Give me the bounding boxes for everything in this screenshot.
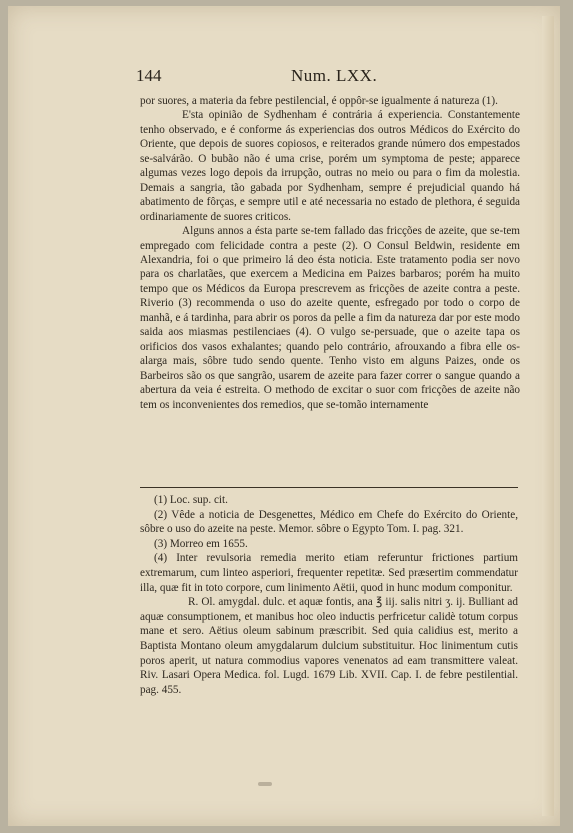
paragraph: Alguns annos a ésta parte se-tem fallado das fricções de azeite, que se-tem empregado com felicidade contra a peste (2). O Consul Beldwin, residente em Alexandria, foi o que primeiro lá deo ésta noticia. Este tratamento podia ser novo para os charlatães, que exercem a Medicina em Paizes barbaros; porém ha muito tempo que os Médicos da Europa prescrevem as fricções de azeite contra a peste. Riverio (3) recommenda o uso do azeite quente, esfregado por todo o corpo de manhã, e á tardinha, para abrir os poros da pelle a fim da natureza dar por este modo saida aos miasmas pestilenciaes (4). O vulgo se-persuade, que o azeite tapa os orificios dos vasos exhalantes; quando pelo contrário, afrouxando a fibra elle os-alarga mais, sôbre tudo sendo quente. Tenho visto em alguns Paizes, onde os Barbeiros são os que sangrão, usarem de azeite para fazer correr o sangue quando a abertura da veia é estreita. O methodo de excitar o suor com fricções de azeite não tem os inconvenientes dos remedios, que se-tomão internamente — [140, 225, 520, 411]
footnote: (4) Inter revulsoria remedia merito etiam referuntur frictiones partium extremarum, cum linteo asperiori, frequenter repetitæ. Sed præsertim commendatur illa, quæ fit in toto corpore, cum linimento Aëtii, quod in hunc modum componitur. — [140, 552, 518, 594]
main-text — [140, 94, 520, 412]
footnote-divider — [140, 487, 518, 488]
paragraph: por suores, a materia da febre pestilencial, é oppôr-se igualmente á natureza (1). — [140, 95, 498, 107]
footnote: (1) Loc. sup. cit. — [154, 494, 228, 506]
paper-blemish — [258, 782, 272, 786]
footnote: (3) Morreo em 1655. — [154, 537, 248, 550]
footnote-recipe: R. Ol. amygdal. dulc. et aquæ fontis, ana ℥ iij. salis nitri ʒ. ij. Bulliant ad aquæ consumptionem, et manibus hoc oleo inductis perfricetur calidè totum corpus mane et sero. Aëtius oleum sabinum præscribit. Sed quia calidius est, merito a Baptista Montano oleum amygdalarum dulcium substituitur. Hoc linimentum cutis poros aperit, ut natura commodius vapores venenatos ad eam transmittere valeat. Riv. Lasari Opera Medica. fol. Lugd. 1679 Lib. XVII. Cap. I. de febre pestilential. pag. 455. — [140, 596, 518, 696]
footnote: (2) Vêde a noticia de Desgenettes, Médico em Chefe do Exército do Oriente, sôbre o uso do azeite na peste. Memor. sôbre o Egypto Tom. I. pag. 321. — [140, 508, 518, 536]
page-number: 144 — [136, 66, 162, 85]
page-header — [136, 66, 514, 88]
paragraph: E'sta opinião de Sydhenham é contrária á experiencia. Constantemente tenho observado, e é conforme ás experiencias dos outros Médicos do Exército do Oriente, que depois de suores copiosos, e reiterados grande número dos empestados se-salvárão. O bubão não é uma crise, porém um symptoma de peste; apparece algumas vezes logo depois da irrupção, outras no meio ou para o fim da molestia. Demais a sangria, tão gabada por Sydhenham, sempre é prejudicial quando há abatimento de fôrças, e sempre util e até necessaria no estado de plethora, é seguida ordinariamente de suores criticos. — [140, 109, 520, 223]
page-title: Num. LXX. — [291, 66, 378, 85]
page-edge — [542, 16, 554, 816]
footnotes — [140, 493, 518, 697]
